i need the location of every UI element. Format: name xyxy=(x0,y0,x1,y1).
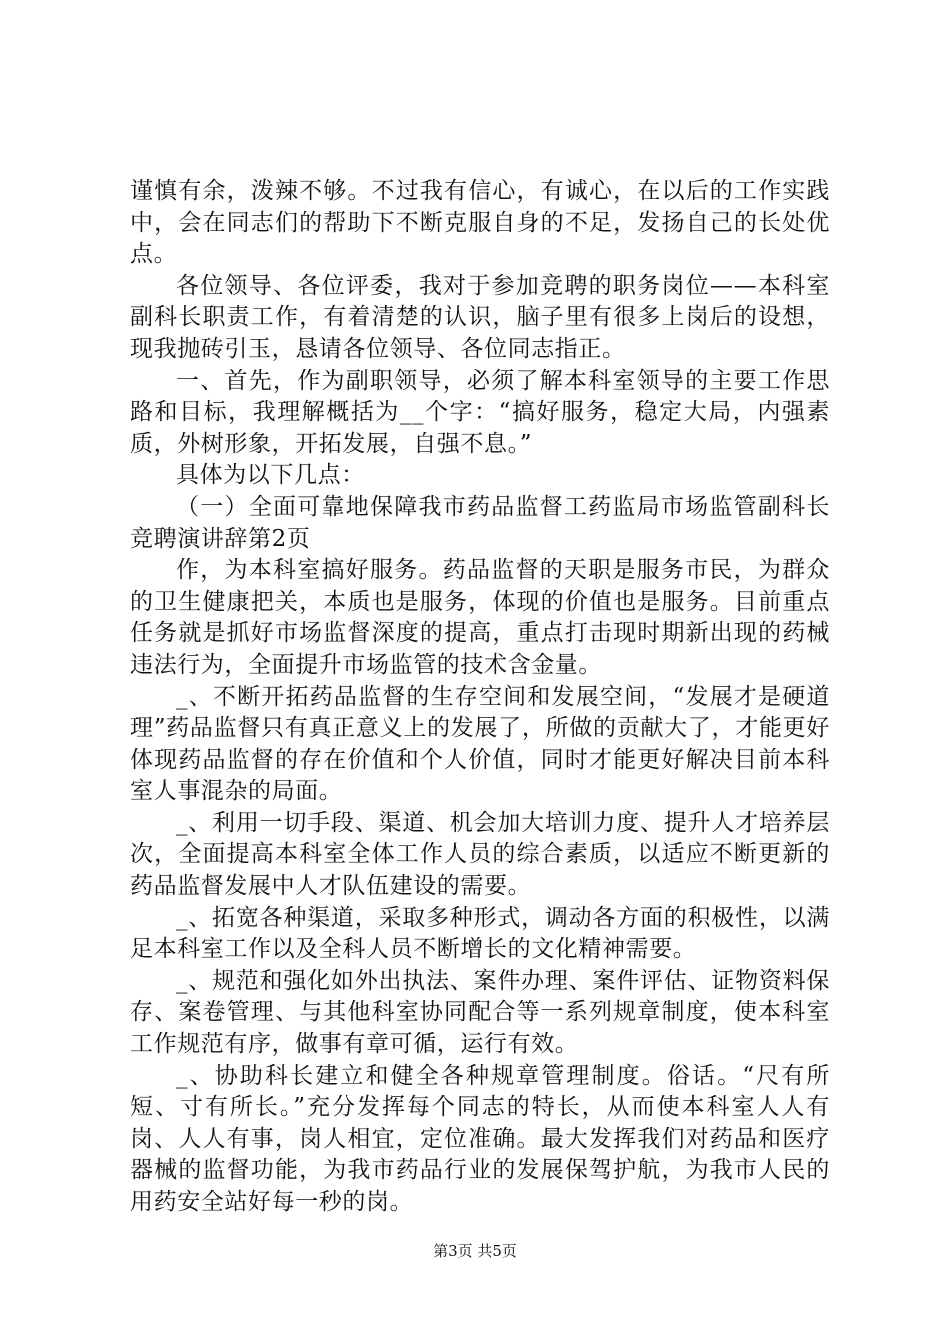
paragraph-3: 一、首先，作为副职领导，必须了解本科室领导的主要工作思路和目标，我理解概括为__个字：“搞好服务，稳定大局，内强素质，外树形象，开拓发展，自强不息。” xyxy=(130,367,830,457)
paragraph-6: 作，为本科室搞好服务。药品监督的天职是服务市民，为群众的卫生健康把关，本质也是服务，体现的价值也是服务。目前重点任务就是抓好市场监督深度的提高，重点打击现时期新出现的药械违法行为，全面提升市场监管的技术含金量。 xyxy=(130,557,830,678)
paragraph-10: _、规范和强化如外出执法、案件办理、案件评估、证物资料保存、案卷管理、与其他科室协同配合等一系列规章制度，使本科室工作规范有序，做事有章可循，运行有效。 xyxy=(130,967,830,1058)
paragraph-1: 谨慎有余，泼辣不够。不过我有信心，有诚心，在以后的工作实践中，会在同志们的帮助下不断克服自身的不足，发扬自己的长处优点。 xyxy=(130,178,830,268)
paragraph-4: 具体为以下几点： xyxy=(176,462,365,489)
paragraph-7: _、不断开拓药品监督的生存空间和发展空间，“发展才是硬道理”药品监督只有真正意义上的发展了，所做的贡献大了，才能更好体现药品监督的存在价值和个人价值，同时才能更好解决目前本科室人事混杂的局面。 xyxy=(130,683,830,805)
document-body xyxy=(130,176,830,1219)
paragraph-5: （一）全面可靠地保障我市药品监督工药监局市场监管副科长竞聘演讲辞第2页 xyxy=(130,493,830,552)
paragraph-9: _、拓宽各种渠道，采取多种形式，调动各方面的积极性，以满足本科室工作以及全科人员不断增长的文化精神需要。 xyxy=(130,904,830,963)
page-number-footer: 第3页 共5页 xyxy=(433,1242,517,1260)
paragraph-8: _、利用一切手段、渠道、机会加大培训力度、提升人才培养层次，全面提高本科室全体工作人员的综合素质，以适应不断更新的药品监督发展中人才队伍建设的需要。 xyxy=(130,809,830,900)
paragraph-2: 各位领导、各位评委，我对于参加竞聘的职务岗位——本科室副科长职责工作，有着清楚的认识，脑子里有很多上岗后的设想，现我抛砖引玉，恳请各位领导、各位同志指正。 xyxy=(130,272,830,362)
paragraph-11: _、协助科长建立和健全各种规章管理制度。俗话。“尺有所短、寸有所长。”充分发挥每个同志的特长，从而使本科室人人有岗、人人有事，岗人相宜，定位准确。最大发挥我们对药品和医疗器械的监督功能，为我市药品行业的发展保驾护航，为我市人民的用药安全站好每一秒的岗。 xyxy=(130,1062,830,1215)
